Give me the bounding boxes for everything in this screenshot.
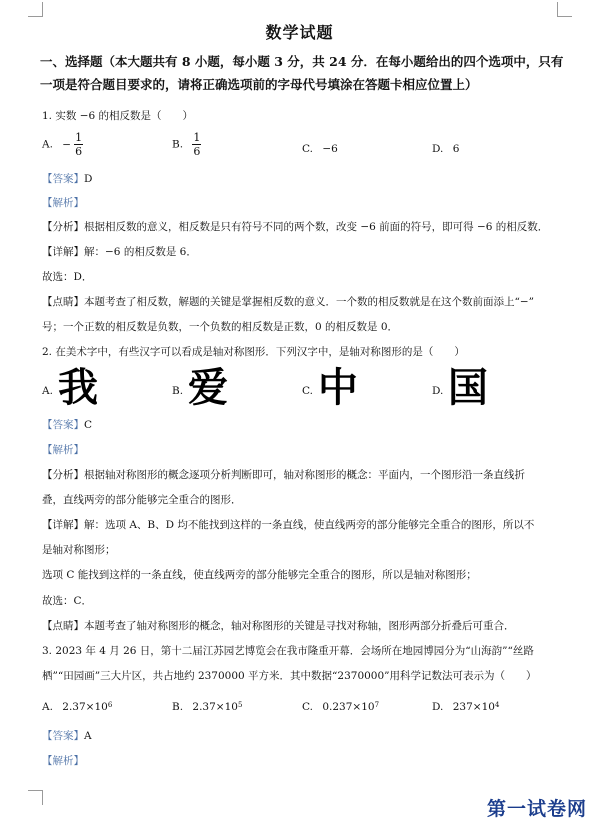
denominator: 6: [75, 145, 83, 158]
detail-text: 解：−6 的相反数是 6．: [84, 246, 197, 258]
analysis-tag: 【分析】: [42, 221, 84, 233]
q1-option-d: [432, 142, 459, 156]
q2-option-d-letter: D.: [432, 385, 444, 397]
detail-tag: 【详解】: [42, 246, 84, 258]
q1-comment: [42, 295, 534, 309]
q2-option-d-char: 国: [448, 365, 488, 411]
q1-option-a: [42, 131, 83, 158]
q2-choice: 故选：C．: [42, 595, 93, 607]
answer-value: C: [84, 419, 93, 431]
analysis-tag: 【分析】: [42, 469, 84, 481]
answer-tag: 【答案】: [42, 173, 84, 185]
q2-analysis-cont: 叠，直线两旁的部分能够完全重合的图形．: [42, 494, 242, 506]
section-heading: [40, 50, 575, 96]
q2-detail: [42, 518, 534, 532]
option-value: 6: [452, 143, 460, 155]
option-sign: −: [62, 138, 72, 151]
option-exponent: 6: [107, 701, 113, 709]
option-base: 237×10: [452, 701, 495, 713]
option-letter: D.: [432, 143, 444, 155]
fraction: [192, 131, 201, 158]
q3-option-d: [432, 700, 499, 714]
option-letter: B.: [172, 701, 184, 713]
detail-tag: 【详解】: [42, 519, 84, 531]
detail-text: 解：选项 A、B、D 均不能找到这样的一条直线，使直线两旁的部分能够完全重合的图形，所以不: [84, 519, 535, 531]
q3-option-a: [42, 700, 112, 714]
q3-stem: 3. 2023 年 4 月 26 日，第十二届江苏园艺博览会在我市隆重开幕．会场所在地园博园分为“山海韵”“丝路: [42, 645, 534, 657]
comment-text: 本题考查了轴对称图形的概念，轴对称图形的关键是寻找对称轴，图形两部分折叠后可重合．: [84, 620, 515, 632]
q2-option-a-char: 我: [58, 365, 98, 411]
q2-option-b-char: 爱: [188, 365, 228, 411]
answer-tag: 【答案】: [42, 419, 84, 431]
q1-answer: [42, 172, 92, 186]
q2-option-a-letter: A.: [42, 385, 53, 397]
option-value: −6: [322, 143, 338, 155]
q1-option-b: [172, 131, 201, 158]
q2-detail-cont: 是轴对称图形；: [42, 544, 116, 556]
q2-comment: [42, 619, 515, 633]
q2-jiexi-tag: 【解析】: [42, 444, 84, 456]
q2-answer: [42, 418, 92, 432]
answer-tag: 【答案】: [42, 730, 84, 742]
q3-jiexi-tag: 【解析】: [42, 755, 84, 767]
option-letter: A.: [42, 138, 53, 151]
q2-stem: 2. 在美术字中，有些汉字可以看成是轴对称图形．下列汉字中，是轴对称图形的是（ ）: [42, 346, 465, 358]
option-letter: C.: [302, 701, 313, 713]
q2-option-c-letter: C.: [302, 385, 313, 397]
q2-option-c-char: 中: [318, 365, 358, 411]
comment-tag: 【点睛】: [42, 296, 84, 308]
q3-option-c: [302, 700, 379, 714]
section-heading-line2: 一项是符合题目要求的，请将正确选项前的字母代号填涂在答题卡相应位置上）: [40, 77, 478, 92]
denominator: 6: [193, 145, 201, 158]
q2-analysis: [42, 468, 525, 482]
numerator: 1: [75, 131, 83, 144]
comment-text: 本题考查了相反数，解题的关键是掌握相反数的意义．一个数的相反数就是在这个数前面添上“−”: [84, 296, 535, 308]
option-letter: A.: [42, 701, 53, 713]
analysis-text: 根据轴对称图形的概念逐项分析判断即可，轴对称图形的概念：平面内，一个图形沿一条直线折: [84, 469, 525, 481]
option-base: 2.37×10: [192, 701, 238, 713]
q3-option-b: [172, 700, 242, 714]
analysis-text: 根据相反数的意义，相反数是只有符号不同的两个数，改变 −6 前面的符号，即可得 −6 的相反数．: [84, 221, 549, 233]
option-base: 2.37×10: [62, 701, 108, 713]
option-exponent: 4: [494, 701, 500, 709]
option-letter: C.: [302, 143, 313, 155]
answer-value: D: [84, 173, 93, 185]
q2-detail-cont2: 选项 C 能找到这样的一条直线，使直线两旁的部分能够完全重合的图形，所以是轴对称图形；: [42, 569, 477, 581]
q1-detail: [42, 245, 197, 259]
option-base: 0.237×10: [322, 701, 375, 713]
option-letter: D.: [432, 701, 444, 713]
brand-watermark: 第一试卷网: [486, 798, 587, 820]
q2-option-b-letter: B.: [172, 385, 184, 397]
q1-option-c: [302, 142, 338, 156]
q3-answer: [42, 729, 92, 743]
q1-analysis: [42, 220, 548, 234]
q1-stem: 1. 实数 −6 的相反数是（ ）: [42, 110, 194, 122]
numerator: 1: [193, 131, 201, 144]
page-title: 数学试题: [265, 23, 334, 42]
option-letter: B.: [172, 138, 184, 151]
q1-comment-cont: 号；一个正数的相反数是负数，一个负数的相反数是正数，0 的相反数是 0．: [42, 321, 399, 333]
section-heading-line1: 一、选择题（本大题共有 8 小题，每小题 3 分，共 24 分．在每小题给出的四个选项中，只有: [40, 54, 564, 69]
fraction: [74, 131, 83, 158]
crop-mark-bottom-left: [28, 790, 43, 805]
q1-choice: 故选：D．: [42, 271, 93, 283]
crop-mark-top-right: [557, 2, 572, 17]
option-exponent: 7: [374, 701, 380, 709]
q3-stem-cont: 栖”“田园画”三大片区，共占地约 2370000 平方米．其中数据“2370000”用科学记数法可表示为（ ）: [42, 670, 537, 682]
option-exponent: 5: [237, 701, 243, 709]
answer-value: A: [84, 730, 92, 742]
comment-tag: 【点睛】: [42, 620, 84, 632]
crop-mark-top-left: [28, 2, 43, 17]
q1-jiexi-tag: 【解析】: [42, 197, 84, 209]
